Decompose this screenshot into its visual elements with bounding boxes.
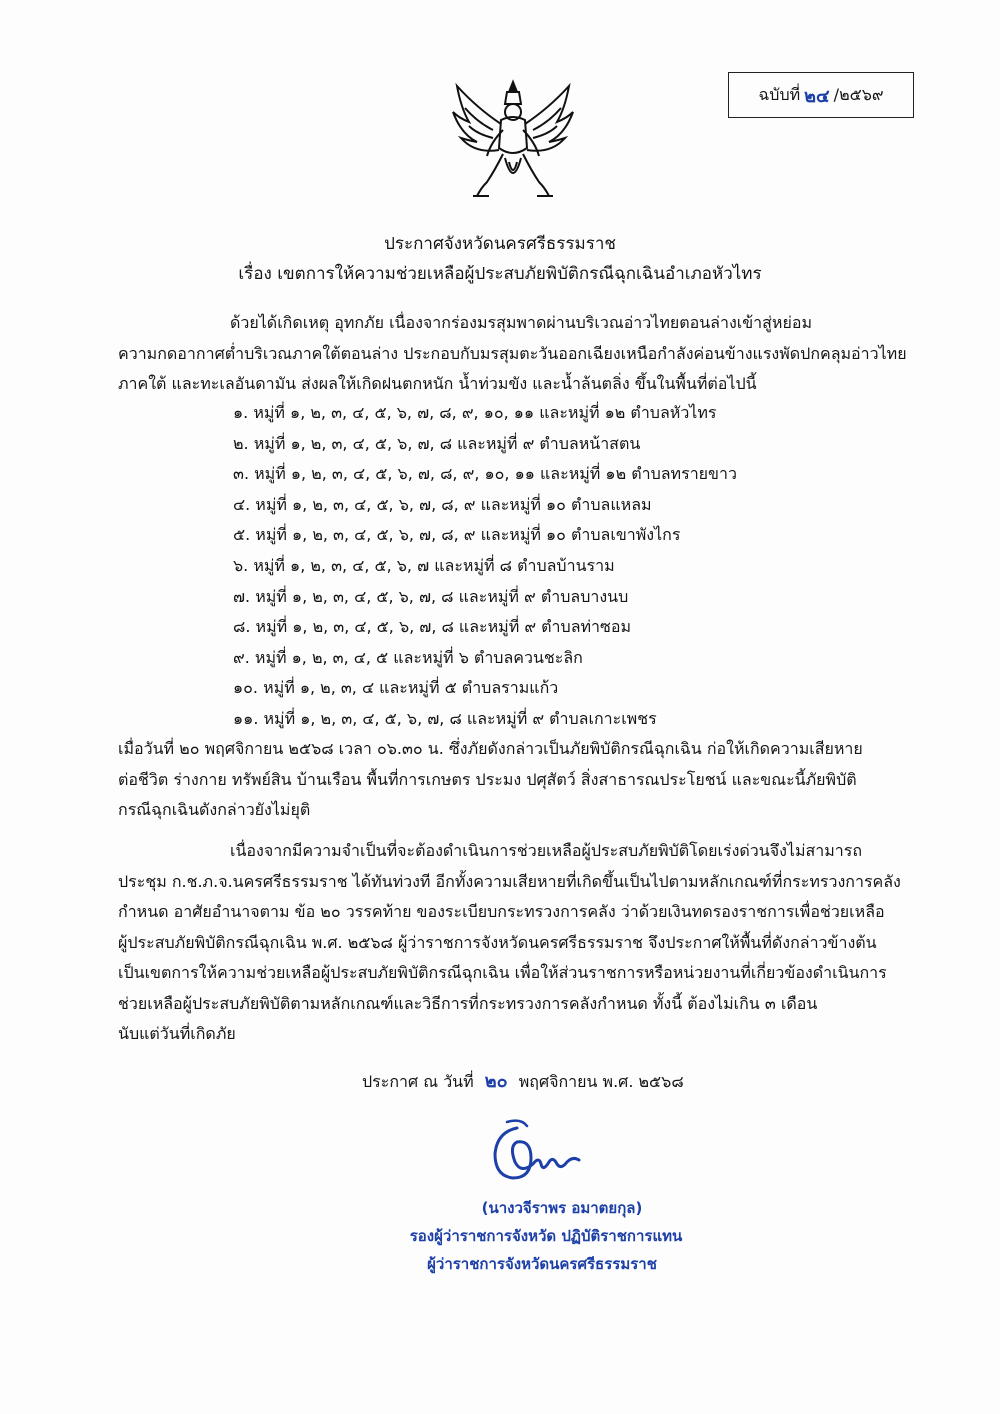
document-number-label: ฉบับที่ [758,84,801,104]
document-number-value: ๒๔ [804,85,830,107]
affected-areas-list [233,398,737,735]
area-item: ๑๑. หมู่ที่ ๑, ๒, ๓, ๔, ๕, ๖, ๗, ๘ และหมู่ที่ ๙ ตำบลเกาะเพชร [233,708,657,728]
declaration-line: เนื่องจากมีความจำเป็นที่จะต้องดำเนินการช่วยเหลือผู้ประสบภัยพิบัติโดยเร่งด่วนจึงไม่สามารถ [230,841,863,860]
area-item: ๖. หมู่ที่ ๑, ๒, ๓, ๔, ๕, ๖, ๗ และหมู่ที่ ๘ ตำบลบ้านราม [233,555,615,575]
announcement-title: ประกาศจังหวัดนครศรีธรรมราช [384,234,616,254]
occurrence-line: เมื่อวันที่ ๒๐ พฤศจิกายน ๒๕๖๘ เวลา ๐๖.๓๐ น. ซึ่งภัยดังกล่าวเป็นภัยพิบัติกรณีฉุกเฉิน ก่อให้เกิดความเสียหาย [118,739,863,758]
declaration-paragraph [118,836,918,1050]
intro-paragraph [118,308,918,400]
area-item: ๘. หมู่ที่ ๑, ๒, ๓, ๔, ๕, ๖, ๗, ๘ และหมู่ที่ ๙ ตำบลท่าซอม [233,617,632,637]
announcement-date-month-year: พฤศจิกายน พ.ศ. ๒๕๖๘ [518,1072,684,1091]
area-item: ๕. หมู่ที่ ๑, ๒, ๓, ๔, ๕, ๖, ๗, ๘, ๙ และหมู่ที่ ๑๐ ตำบลเขาพังไกร [233,525,681,545]
signatory-position: รองผู้ว่าราชการจังหวัด ปฏิบัติราชการแทน [409,1227,683,1245]
declaration-line: ช่วยเหลือผู้ประสบภัยพิบัติตามหลักเกณฑ์และวิธีการที่กระทรวงการคลังกำหนด ทั้งนี้ ต้องไม่เกิน ๓ เดือน [118,993,818,1013]
declaration-line: เป็นเขตการให้ความช่วยเหลือผู้ประสบภัยพิบัติกรณีฉุกเฉิน เพื่อให้ส่วนราชการหรือหน่วยงานที่เกี่ยวข้องดำเนินการ [118,963,887,982]
announcement-date [362,1066,684,1095]
intro-line: ด้วยได้เกิดเหตุ อุทกภัย เนื่องจากร่องมรสุมพาดผ่านบริเวณอ่าวไทยตอนล่างเข้าสู่หย่อม [230,313,813,332]
signatory-name: (นางวจีราพร อมาตยกุล) [481,1199,643,1217]
area-item: ๙. หมู่ที่ ๑, ๒, ๓, ๔, ๕ และหมู่ที่ ๖ ตำบลควนชะลิก [233,647,583,667]
area-item: ๓. หมู่ที่ ๑, ๒, ๓, ๔, ๕, ๖, ๗, ๘, ๙, ๑๐, ๑๑ และหมู่ที่ ๑๒ ตำบลทรายขาว [233,464,737,484]
declaration-line: ประชุม ก.ช.ภ.จ.นครศรีธรรมราช ได้ทันท่วงที อีกทั้งความเสียหายที่เกิดขึ้นเป็นไปตามหลักเกณฑ์ที่กระทรวงการคลัง [118,871,901,891]
declaration-line: กำหนด อาศัยอำนาจตาม ข้อ ๒๐ วรรคท้าย ของระเบียบกระทรวงการคลัง ว่าด้วยเงินทดรองราชการเพื่อช่วยเหลือ [118,902,885,921]
area-item: ๔. หมู่ที่ ๑, ๒, ๓, ๔, ๕, ๖, ๗, ๘, ๙ และหมู่ที่ ๑๐ ตำบลแหลม [233,494,652,514]
signatory-on-behalf: ผู้ว่าราชการจังหวัดนครศรีธรรมราช [427,1255,657,1273]
document-number-box [728,72,914,118]
declaration-line: นับแต่วันที่เกิดภัย [118,1024,236,1043]
occurrence-paragraph [118,734,918,826]
area-item: ๑๐. หมู่ที่ ๑, ๒, ๓, ๔ และหมู่ที่ ๕ ตำบลรามแก้ว [233,678,559,698]
area-item: ๗. หมู่ที่ ๑, ๒, ๓, ๔, ๕, ๖, ๗, ๘ และหมู่ที่ ๙ ตำบลบางนบ [233,586,629,606]
area-item: ๑. หมู่ที่ ๑, ๒, ๓, ๔, ๕, ๖, ๗, ๘, ๙, ๑๐, ๑๑ และหมู่ที่ ๑๒ ตำบลหัวไทร [233,403,717,422]
occurrence-line: กรณีฉุกเฉินดังกล่าวยังไม่ยุติ [118,800,311,819]
announcement-date-day: ๒๐ [484,1071,508,1092]
garuda-emblem-icon [447,78,579,208]
handwritten-signature [487,1118,582,1198]
announcement-subject: เรื่อง เขตการให้ความช่วยเหลือผู้ประสบภัยพิบัติกรณีฉุกเฉินอำเภอหัวไทร [238,264,762,284]
announcement-date-prefix: ประกาศ ณ วันที่ [362,1072,474,1091]
declaration-line: ผู้ประสบภัยพิบัติกรณีฉุกเฉิน พ.ศ. ๒๕๖๘ ผู้ว่าราชการจังหวัดนครศรีธรรมราช จึงประกาศให้พื้นที่ดังกล่าวข้างต้น [118,932,877,952]
intro-line: ภาคใต้ และทะเลอันดามัน ส่งผลให้เกิดฝนตกหนัก น้ำท่วมขัง และน้ำล้นตลิ่ง ขึ้นในพื้นที่ต่อไปนี้ [118,374,757,393]
document-number-year: /๒๕๖๙ [833,84,884,104]
occurrence-line: ต่อชีวิต ร่างกาย ทรัพย์สิน บ้านเรือน พื้นที่การเกษตร ประมง ปศุสัตว์ สิ่งสาธารณประโยชน์ และขณะนี้ภัยพิบัติ [118,769,857,789]
area-item: ๒. หมู่ที่ ๑, ๒, ๓, ๔, ๕, ๖, ๗, ๘ และหมู่ที่ ๙ ตำบลหน้าสตน [233,433,641,453]
intro-line: ความกดอากาศต่ำบริเวณภาคใต้ตอนล่าง ประกอบกับมรสุมตะวันออกเฉียงเหนือกำลังค่อนข้างแรงพัดปกคลุมอ่าวไทย [118,343,907,363]
